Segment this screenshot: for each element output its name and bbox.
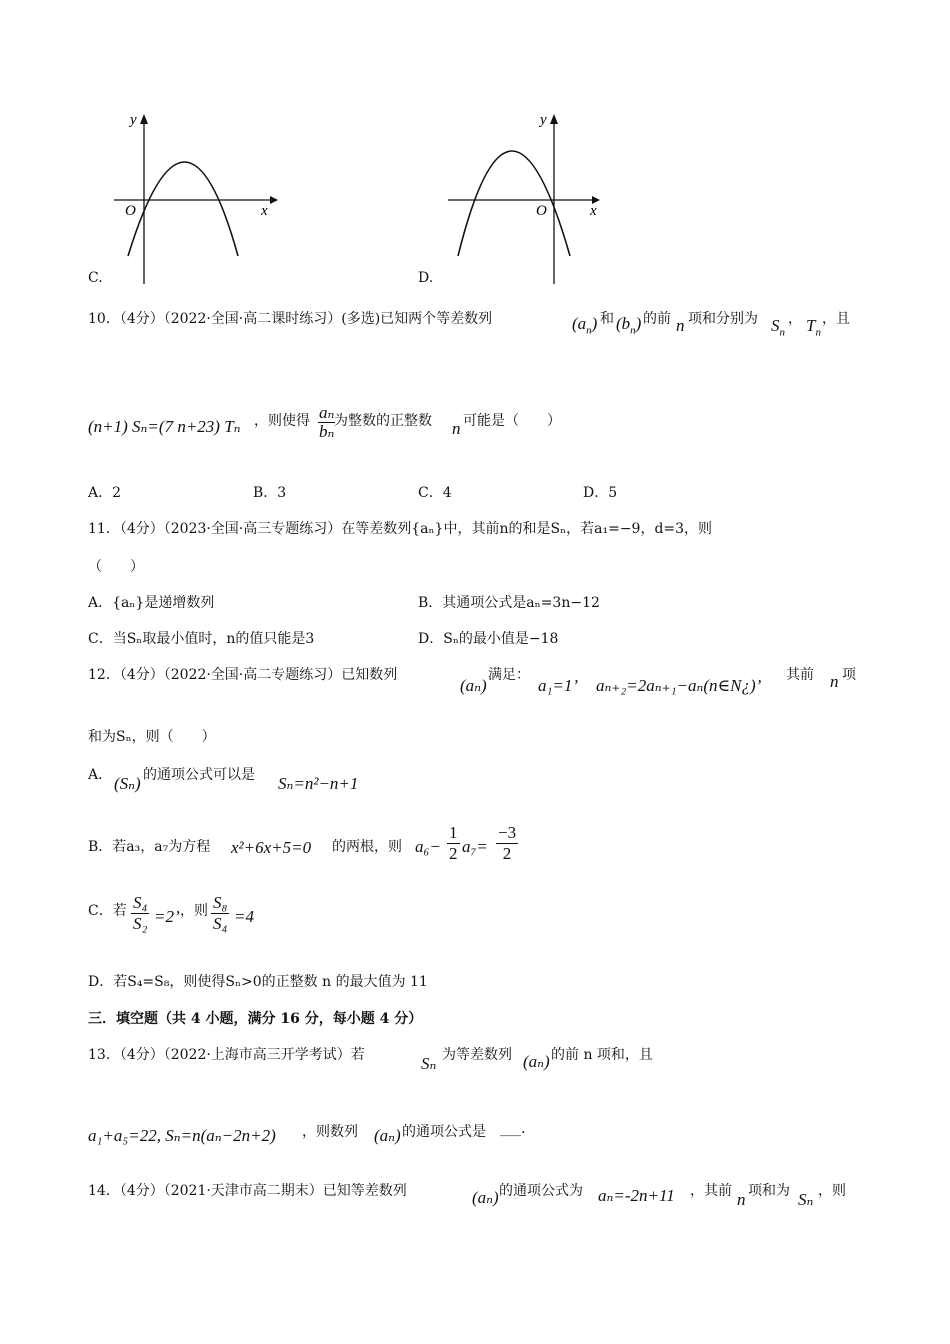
graph-c-x-arrow (270, 196, 278, 204)
q12-option-c-frac2-den: S₄ (213, 914, 228, 933)
q10-qie: ，且 (822, 311, 850, 327)
q14-tongxiang: 的通项公式为 (499, 1183, 583, 1199)
q12-option-b-res-den: 2 (502, 844, 512, 863)
q12-option-b-result (496, 823, 518, 864)
section-3-title: 三．填空题（共 4 小题，满分 16 分，每小题 4 分） (88, 1011, 423, 1027)
q12-option-c-frac1-num: S₄ (133, 893, 148, 912)
q12-option-b-res-num: −3 (498, 823, 517, 842)
q13-stem: 13．（4分）（2022·上海市高三开学考试）若 (88, 1047, 365, 1063)
q12-option-a-seq: (Sₙ) (114, 774, 141, 793)
q11-option-a: A．{aₙ}是递增数列 (88, 595, 215, 611)
q13-condition: a₁+a₅=22, Sₙ=n(aₙ−2n+2) (88, 1126, 276, 1145)
graph-c-label: C. (88, 270, 103, 286)
q10-S: $S_n$ (771, 316, 785, 339)
q12-option-d: D．若S₄=S₈，则使得Sₙ>0的正整数 n 的最大值为 11 (88, 974, 428, 990)
q11-option-c: C．当Sₙ取最小值时，n的值只能是3 (88, 631, 315, 647)
q12-option-c-label: C．若 (88, 903, 127, 919)
q10-kenengshi: 可能是（ ） (463, 413, 561, 429)
q10-T: $T_n$ (806, 316, 821, 339)
graph-c (100, 108, 290, 288)
q14-S: Sₙ (798, 1190, 814, 1209)
graph-c-y-label: y (130, 112, 137, 128)
q12-option-c-frac2 (211, 893, 229, 934)
q10-condition: (n+1) Sₙ=(7 n+23) Tₙ (88, 417, 241, 436)
q10-fraction (318, 404, 335, 441)
q13-seq2: (aₙ) (374, 1126, 401, 1145)
q13-wei: 为等差数列 (442, 1047, 512, 1063)
q12-line2: 和为Sₙ，则（ ） (88, 729, 216, 745)
q13-blank: ___. (500, 1121, 526, 1137)
q12-option-a-formula: Sₙ=n²−n+1 (278, 774, 359, 793)
q14-seq: (aₙ) (472, 1188, 499, 1207)
q10-option-a: A．2 (88, 485, 122, 501)
graph-c-origin: O (125, 203, 136, 219)
q11-paren: （ ） (88, 559, 144, 575)
q10-n2: n (452, 419, 461, 438)
q12-option-c-eq1: =2’ (154, 907, 180, 926)
q12-cond1: a₁=1’ (538, 676, 579, 695)
q12-option-c-frac1 (131, 893, 149, 934)
graph-d-y-arrow (550, 114, 558, 124)
q11-option-d: D．Sₙ的最小值是−18 (418, 631, 559, 647)
q14-ze: ，则 (818, 1183, 846, 1199)
q13-S: Sₙ (421, 1054, 437, 1073)
q13-seq: (aₙ) (523, 1052, 550, 1071)
q10-zeshi: ，则使得 (254, 413, 310, 429)
q12-option-b-a7: a₇= (462, 837, 488, 856)
q10-comma: ， (788, 311, 802, 327)
q13-zeshulie: ，则数列 (302, 1124, 358, 1140)
graph-c-y-arrow (140, 114, 148, 124)
q10-option-c: C．4 (418, 485, 452, 501)
q12-stem: 12．（4分）（2022·全国·高二专题练习）已知数列 (88, 667, 398, 683)
q11-stem: 11．（4分）（2023·全国·高三专题练习）在等差数列{aₙ}中，其前n的和是Sₙ，若a₁=−9，d=3，则 (88, 521, 713, 537)
q11-option-b: B．其通项公式是aₙ=3n−12 (418, 595, 600, 611)
graph-c-x-label: x (261, 203, 268, 219)
q12-option-c-eq2: =4 (234, 907, 254, 926)
graph-d-y-label: y (540, 112, 547, 128)
q12-seq: (aₙ) (460, 676, 487, 695)
q10-n: n (676, 316, 685, 335)
q10-he: 和 (600, 311, 614, 327)
q13-tail: 的前 n 项和，且 (551, 1047, 653, 1063)
q12-option-b-half (447, 823, 460, 864)
q10-option-d: D．5 (583, 485, 618, 501)
q12-option-c-ze: ，则 (180, 903, 208, 919)
q12-option-c-frac2-num: S₈ (213, 893, 228, 912)
q14-stem: 14．（4分）（2021·天津市高二期末）已知等差数列 (88, 1183, 407, 1199)
q12-option-a-label: A． (88, 767, 113, 783)
q12-option-b-tail: 的两根，则 (332, 839, 402, 855)
q10-xiang: 项和分别为 (688, 311, 758, 327)
q12-option-a-text: 的通项公式可以是 (143, 767, 255, 783)
graph-d-x-label: x (590, 203, 597, 219)
q12-xiang: 项 (842, 667, 856, 683)
q10-seq-a: $(a_n)$ (572, 314, 598, 337)
graph-d-origin: O (536, 203, 547, 219)
q14-qiqian: ，其前 (690, 1183, 732, 1199)
q12-option-b-eq: x²+6x+5=0 (231, 838, 312, 857)
q12-manzu: 满足： (488, 667, 530, 683)
q10-qian: 的前 (643, 311, 671, 327)
q10-seq-b: $(b_n)$ (616, 314, 642, 337)
q10-zhengshu: 为整数的正整数 (334, 413, 432, 429)
q12-option-c-frac1-den: S₂ (133, 914, 148, 933)
graph-d-parabola (458, 151, 570, 256)
q14-n: n (737, 1190, 746, 1209)
q10-frac-den: bₙ (319, 422, 335, 441)
q14-xianghe: 项和为 (748, 1183, 790, 1199)
graph-d (440, 108, 630, 288)
q12-option-b-half-den: 2 (449, 844, 458, 863)
q12-option-b-text: B．若a₃，a₇为方程 (88, 839, 211, 855)
graph-d-label: D. (418, 270, 434, 286)
q10-option-b: B．3 (253, 485, 287, 501)
q10-frac-num: aₙ (319, 403, 335, 422)
q12-qiqian: 其前 (786, 667, 814, 683)
q12-n: n (830, 672, 839, 691)
q13-tongxiang: 的通项公式是 (402, 1124, 486, 1140)
q14-formula: aₙ=-2n+11 (598, 1186, 675, 1205)
q10-prefix: 10．（4分）（2022·全国·高二课时练习）(多选)已知两个等差数列 (88, 311, 493, 327)
q12-option-b-a6: a₆− (415, 837, 441, 856)
q12-option-b-half-num: 1 (449, 823, 458, 842)
q12-cond2: aₙ₊₂=2aₙ₊₁−aₙ(n∈N¿)’ (596, 676, 762, 695)
